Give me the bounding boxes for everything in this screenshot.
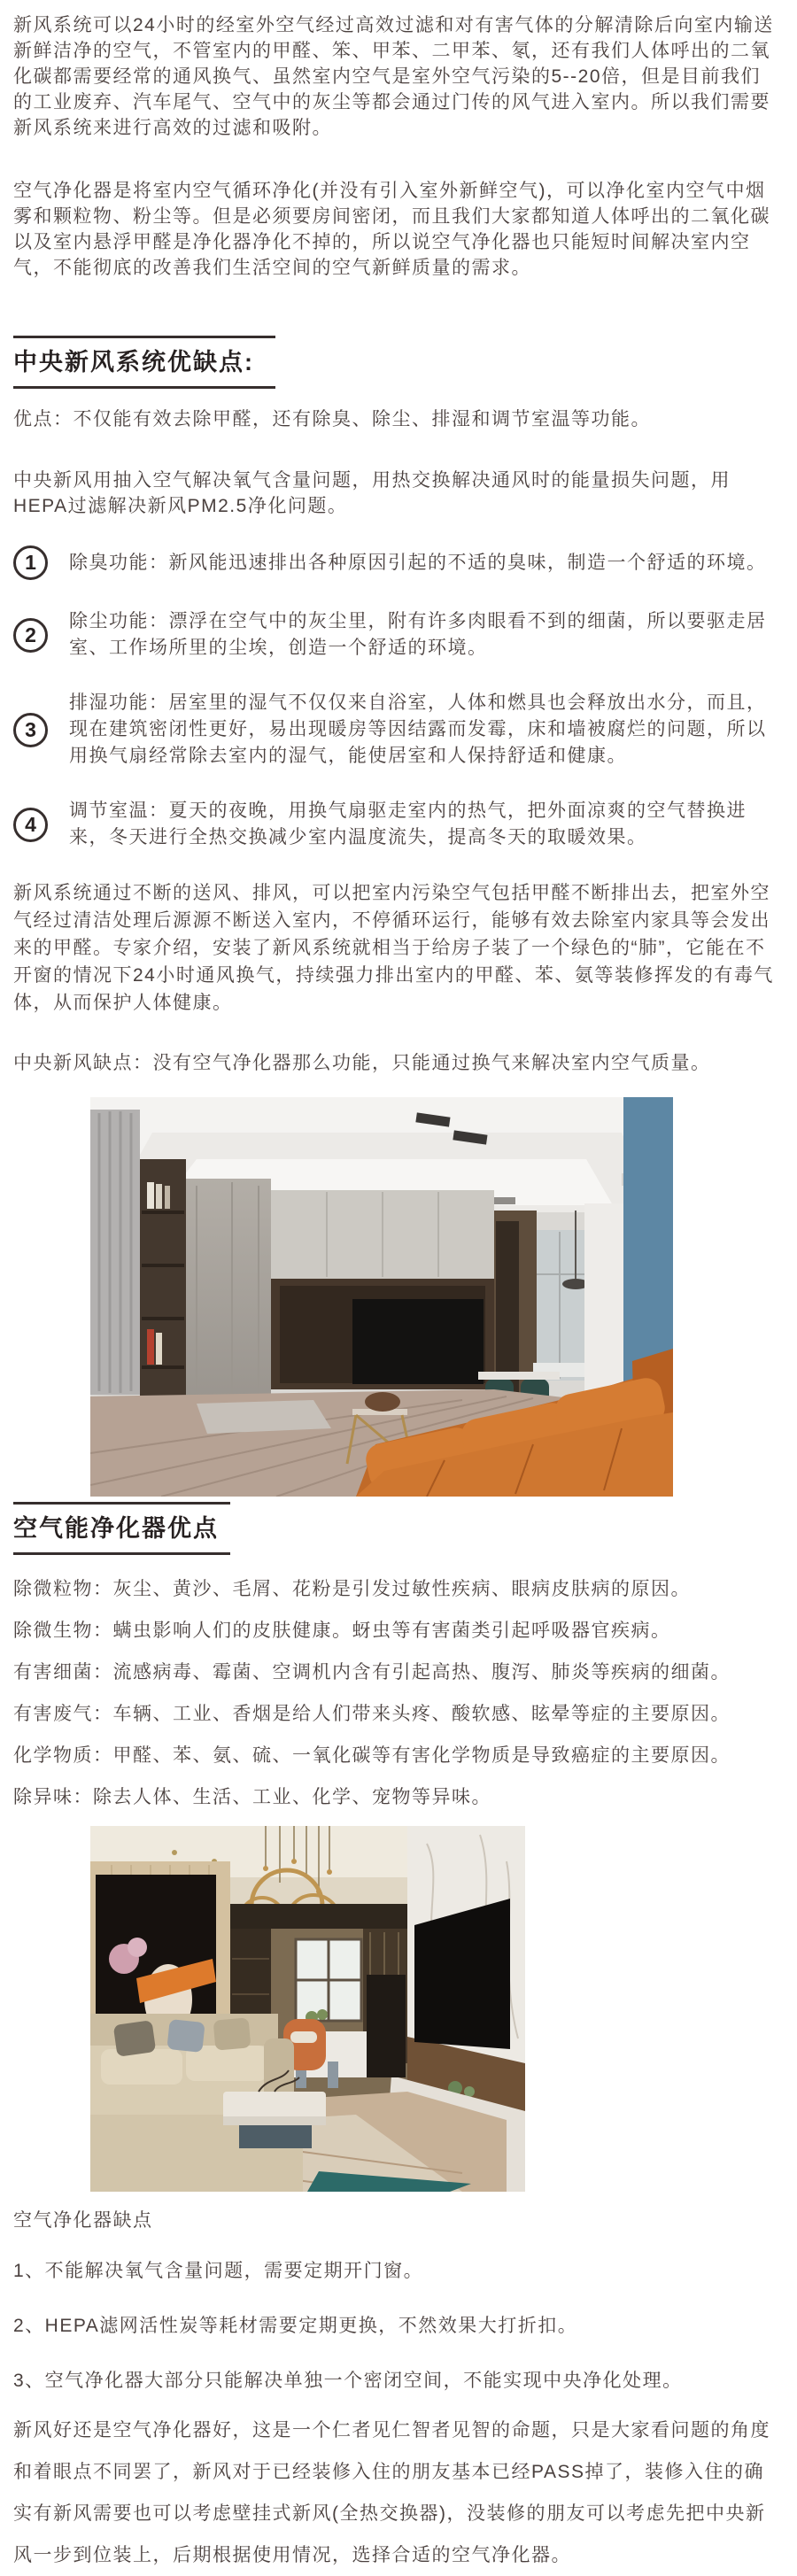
heading-rule-bottom bbox=[13, 386, 275, 389]
intro-paragraph-1: 新风系统可以24小时的经室外空气经过高效过滤和对有害气体的分解清除后向室内输送新鲜洁净的空气，不管室内的甲醛、笨、甲苯、二甲苯、氡，还有我们人体呼出的二氧化碳都需要经常的通风换气、虽然室内空气是室外空气污染的5--20倍，但是目前我们的工业废弃、汽车尾气、空气中的灰尘等都会通过门传的风气进入室内。所以我们需要新风系统来进行高效的过滤和吸附。 bbox=[13, 15, 774, 138]
conclusion-paragraph: 新风好还是空气净化器好，这是一个仁者见仁智者见智的命题，只是大家看问题的角度和着眼点不同罢了，新风对于已经装修入住的朋友基本已经PASS掉了，装修入住的确实有新风需要也可以考虑壁挂式新风(全热交换器)，没装修的朋友可以考虑先把中央新风一步到位装上，后期根据使用情况，选择合适的空气净化器。 bbox=[13, 2420, 770, 2565]
feature-line-5: 化学物质：甲醛、苯、氨、硫、一氧化碳等有害化学物质是导致癌症的主要原因。 bbox=[13, 1745, 731, 1766]
central-drawback-line: 中央新风缺点：没有空气净化器那么功能，只能通过换气来解决室内空气质量。 bbox=[13, 1053, 711, 1073]
function-text-3: 排湿功能：居室里的湿气不仅仅来自浴室，人体和燃具也会释放出水分，而且，现在建筑密闭性更好，易出现暖房等因结露而发霉，床和墙被腐烂的问题，所以用换气扇经常除去室内的湿气，能使居室和人保持舒适和健康。 bbox=[69, 692, 767, 766]
number-badge-3: 3 bbox=[13, 713, 48, 747]
function-item-3 bbox=[13, 690, 776, 770]
feature-list bbox=[13, 1576, 776, 1810]
number-badge-1: 1 bbox=[13, 545, 48, 580]
number-badge-4: 4 bbox=[13, 808, 48, 842]
function-text-2: 除尘功能：漂浮在空气中的灰尘里，附有许多肉眼看不到的细菌，所以要驱走居室、工作场所里的尘埃，创造一个舒适的环境。 bbox=[69, 611, 767, 658]
cons-item-3: 3、空气净化器大部分只能解决单独一个密闭空间，不能实现中央净化处理。 bbox=[13, 2371, 683, 2391]
feature-line-4: 有害废气：车辆、工业、香烟是给人们带来头疼、酸软感、眩晕等症的主要原因。 bbox=[13, 1704, 731, 1724]
feature-line-1: 除微粒物：灰尘、黄沙、毛屑、花粉是引发过敏性疾病、眼病皮肤病的原因。 bbox=[13, 1579, 691, 1599]
function-list bbox=[13, 545, 776, 851]
cons-item-1: 1、不能解决氧气含量问题，需要定期开门窗。 bbox=[13, 2261, 424, 2281]
cons-label: 空气净化器缺点 bbox=[13, 2210, 153, 2231]
feature-line-6: 除异味：除去人体、生活、工业、化学、宠物等异味。 bbox=[13, 1787, 491, 1807]
function-item-1 bbox=[13, 545, 776, 580]
heading-rule-top bbox=[13, 1502, 230, 1505]
living-room-photo-2 bbox=[90, 1826, 525, 2192]
heading-rule-bottom bbox=[13, 1552, 230, 1555]
function-text-1: 除臭功能：新风能迅速排出各种原因引起的不适的臭味，制造一个舒适的环境。 bbox=[69, 552, 767, 573]
number-badge-2: 2 bbox=[13, 618, 48, 653]
feature-line-2: 除微生物：螨虫影响人们的皮肤健康。蚜虫等有害菌类引起呼吸器官疾病。 bbox=[13, 1621, 671, 1641]
section-air-purifier-pros-heading bbox=[13, 1502, 776, 1555]
summary-paragraph: 新风系统通过不断的送风、排风，可以把室内污染空气包括甲醛不断排出去，把室外空气经过清洁处理后源源不断送入室内，不停循环运行，能够有效去除室内家具等会发出来的甲醛。专家介绍，安装了新风系统就相当于给房子装了一个绿色的“肺”，它能在不开窗的情况下24小时通风换气，持续强力排出室内的甲醛、苯、氨等装修挥发的有毒气体，从而保护人体健康。 bbox=[13, 883, 774, 1013]
feature-line-3: 有害细菌：流感病毒、霉菌、空调机内含有引起高热、腹泻、肺炎等疾病的细菌。 bbox=[13, 1662, 731, 1683]
function-item-2 bbox=[13, 608, 776, 661]
intro-paragraph-2: 空气净化器是将室内空气循环净化(并没有引入室外新鲜空气)，可以净化室内空气中烟雾和颗粒物、粉尘等。但是必须要房间密闭，而且我们大家都知道人体呼出的二氧化碳以及室内悬浮甲醛是净化器净化不掉的，所以说空气净化器也只能短时间解决室内空气，不能彻底的改善我们生活空间的空气新鲜质量的需求。 bbox=[13, 181, 770, 278]
living-room-photo-1 bbox=[90, 1097, 673, 1497]
function-text-4: 调节室温：夏天的夜晚，用换气扇驱走室内的热气，把外面凉爽的空气替换进来，冬天进行全热交换减少室内温度流失，提高冬天的取暖效果。 bbox=[69, 801, 747, 847]
method-paragraph: 中央新风用抽入空气解决氧气含量问题，用热交换解决通风时的能量损失问题，用HEPA过滤解决新风PM2.5净化问题。 bbox=[13, 470, 731, 516]
section-title: 中央新风系统优缺点: bbox=[13, 349, 254, 375]
section-title: 空气能净化器优点 bbox=[13, 1515, 219, 1542]
function-item-4 bbox=[13, 798, 776, 851]
heading-rule-top bbox=[13, 336, 275, 338]
cons-item-2: 2、HEPA滤网活性炭等耗材需要定期更换，不然效果大打折扣。 bbox=[13, 2316, 578, 2336]
advantages-line: 优点：不仅能有效去除甲醛，还有除臭、除尘、排湿和调节室温等功能。 bbox=[13, 409, 651, 429]
section-central-fresh-air-heading bbox=[13, 336, 776, 389]
